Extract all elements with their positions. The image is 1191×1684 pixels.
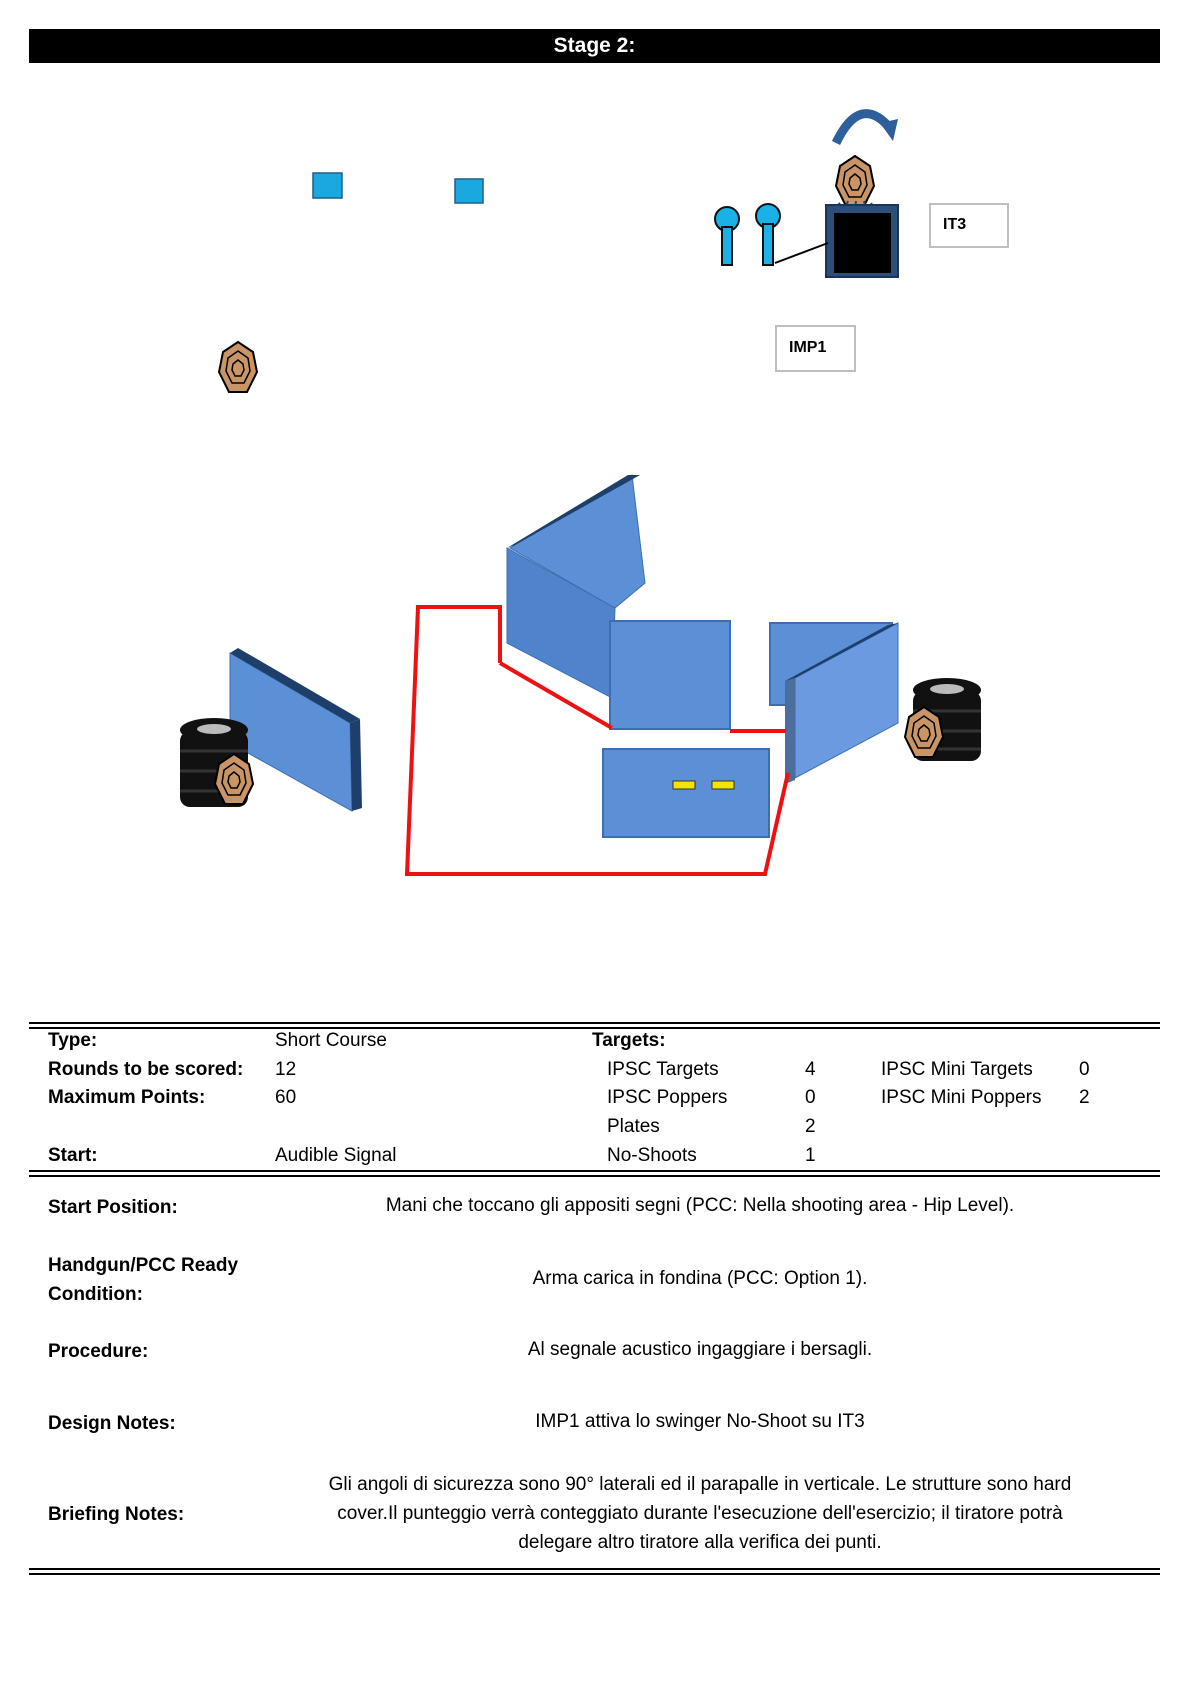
stage-diagram — [0, 63, 1191, 1023]
rotation-arrow-icon — [836, 114, 890, 143]
start-mark — [712, 781, 734, 789]
it3-label: IT3 — [929, 203, 1009, 248]
imp1-label: IMP1 — [775, 325, 856, 372]
mini-target-name: IPSC Mini Targets — [881, 1059, 1033, 1080]
ready-condition-label: Condition: — [48, 1284, 143, 1305]
wall-front — [603, 749, 769, 837]
rounds-label: Rounds to be scored: — [48, 1059, 244, 1080]
steel-plate — [455, 179, 483, 203]
target-type-count: 0 — [805, 1087, 816, 1108]
design-notes-text: IMP1 attiva lo swinger No-Shoot su IT3 — [535, 1411, 865, 1432]
type-label: Type: — [48, 1030, 98, 1051]
ipsc-target — [219, 342, 257, 392]
procedure-label: Procedure: — [48, 1341, 149, 1362]
ready-condition-label: Handgun/PCC Ready — [48, 1255, 239, 1276]
no-shoot-swinger — [834, 213, 891, 273]
ready-condition-text: Arma carica in fondina (PCC: Option 1). — [532, 1268, 868, 1289]
divider — [29, 1175, 1160, 1177]
divider — [29, 1573, 1160, 1575]
rounds-value: 12 — [275, 1059, 297, 1080]
target-type-count: 4 — [805, 1059, 816, 1080]
start-label: Start: — [48, 1145, 98, 1166]
stage-diagram-svg — [0, 63, 1191, 1023]
briefing-notes-text: cover.Il punteggio verrà conteggiato durante l'esecuzione dell'esercizio; il tiratore potrà — [337, 1503, 1063, 1524]
wall-center — [610, 621, 730, 729]
target-type-name: IPSC Targets — [607, 1059, 719, 1080]
procedure-text: Al segnale acustico ingaggiare i bersagli. — [527, 1339, 873, 1360]
type-value: Short Course — [275, 1030, 387, 1051]
target-type-count: 2 — [805, 1116, 816, 1137]
divider — [29, 1027, 1160, 1029]
divider — [29, 1022, 1160, 1024]
points-value: 60 — [275, 1087, 297, 1108]
target-type-count: 1 — [805, 1145, 816, 1166]
divider — [29, 1568, 1160, 1570]
activation-cable — [775, 243, 828, 263]
targets-label: Targets: — [592, 1030, 666, 1051]
mini-target-count: 2 — [1079, 1087, 1090, 1108]
briefing-notes-label: Briefing Notes: — [48, 1504, 185, 1525]
mini-popper — [756, 204, 780, 265]
stage-title: Stage 2: — [29, 29, 1160, 63]
start-position-text: Mani che toccano gli appositi segni (PCC: Nella shooting area - Hip Level). — [385, 1195, 1015, 1216]
divider — [29, 1170, 1160, 1172]
start-mark — [673, 781, 695, 789]
ipsc-target-it3 — [836, 156, 874, 206]
target-type-name: No-Shoots — [607, 1145, 697, 1166]
design-notes-label: Design Notes: — [48, 1413, 176, 1434]
points-label: Maximum Points: — [48, 1087, 206, 1108]
briefing-notes-text: Gli angoli di sicurezza sono 90° laterali ed il parapalle in verticale. Le strutture sono hard — [328, 1474, 1072, 1495]
target-type-name: IPSC Poppers — [607, 1087, 728, 1108]
mini-target-count: 0 — [1079, 1059, 1090, 1080]
mini-target-name: IPSC Mini Poppers — [881, 1087, 1042, 1108]
briefing-notes-text: delegare altro tiratore alla verifica dei punti. — [518, 1532, 882, 1553]
target-type-name: Plates — [607, 1116, 660, 1137]
mini-popper — [715, 207, 739, 265]
steel-plate — [313, 173, 342, 198]
start-value: Audible Signal — [275, 1145, 397, 1166]
start-position-label: Start Position: — [48, 1197, 178, 1218]
